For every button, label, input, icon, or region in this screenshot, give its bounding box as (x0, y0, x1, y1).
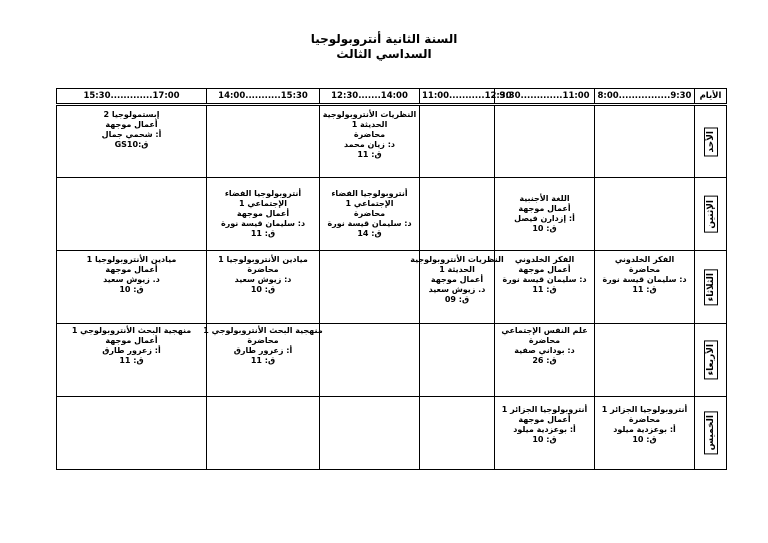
course-line: منهجية البحث الأنتروبولوجي 1 (71, 326, 192, 335)
course-line: محاضرة (247, 265, 279, 274)
slot-cell (595, 178, 695, 251)
slot-cell (207, 397, 320, 470)
day-label-wrap (697, 127, 724, 156)
time-slot-header: 9:30.............11:00 (495, 89, 595, 105)
course-entry (59, 251, 204, 295)
course-entry (209, 251, 317, 295)
course-line: محاضرة (353, 130, 386, 139)
slot-cell (320, 324, 420, 397)
course-line: علم النفس الإجتماعي (501, 326, 588, 335)
slot-cell (495, 324, 595, 397)
slot-cell (57, 324, 207, 397)
page-subtitle: السداسي الثالث (336, 47, 432, 61)
day-label-wrap (697, 411, 724, 454)
slot-cell (203, 324, 323, 397)
slot-cell (495, 397, 595, 470)
course-line: ق: 10 (632, 435, 657, 444)
course-line: أ: شحمي جمال (101, 130, 162, 139)
course-line: د: سليمان قيسة نورة (327, 219, 412, 228)
course-line: محاضرة (628, 265, 661, 274)
course-line: ق: 10 (532, 224, 557, 233)
course-line: أعمال موجهة (105, 265, 158, 274)
slot-cell (320, 178, 420, 251)
slot-cell (57, 397, 207, 470)
slot-cell (495, 178, 595, 251)
course-line: محاضرة (528, 336, 561, 345)
time-slot-header: 12:30.......14:00 (320, 89, 420, 105)
course-line: الفكر الخلدوني (614, 255, 675, 264)
course-line: د. زيوش سعيد (428, 285, 486, 294)
day-row (57, 105, 727, 178)
day-label: الأحد (704, 127, 718, 156)
course-line: ق: 11 (119, 356, 144, 365)
course-line: د: زيوش سعيد (234, 275, 292, 284)
course-line: أعمال موجهة (518, 415, 571, 424)
course-line: أنتروبولوجيا الجزائر 1 (601, 405, 688, 414)
course-line: د: سليمان قيسة نورة (220, 219, 306, 228)
day-cell (695, 178, 727, 251)
course-line: النظريات الأنتروبولوجية (322, 110, 417, 119)
day-label: الخميس (704, 411, 718, 454)
course-line: د. زيوش سعيد (103, 275, 160, 284)
course-line: ق: 09 (444, 295, 470, 304)
course-line: أنتروبولوجيا الجزائر 1 (501, 405, 588, 414)
course-line: ق: 11 (632, 285, 657, 294)
slot-cell (207, 178, 320, 251)
course-line: ق: 11 (250, 229, 276, 238)
slot-cell (207, 251, 320, 324)
day-cell (695, 105, 727, 178)
slot-cell (495, 105, 595, 178)
course-entry (597, 251, 692, 295)
course-line: أعمال موجهة (105, 336, 158, 345)
course-line: أ: زعرور طارق (102, 346, 161, 355)
page-header (0, 32, 768, 62)
slot-cell (320, 397, 420, 470)
course-line: ق: 10 (119, 285, 144, 294)
slot-cell (320, 105, 420, 178)
course-line: د: بوداني صفية (514, 346, 575, 355)
course-line: د: زيان محمد (343, 140, 396, 149)
slot-cell (595, 397, 695, 470)
slot-cell (595, 324, 695, 397)
course-line: محاضرة (628, 415, 661, 424)
day-cell (695, 397, 727, 470)
time-slot-header: 14:00...........15:30 (207, 89, 320, 105)
course-entry (59, 324, 204, 366)
course-line: ق: 14 (357, 229, 382, 238)
slot-cell (57, 178, 207, 251)
slot-cell (420, 178, 495, 251)
course-line: أ: زعرور طارق (233, 346, 293, 355)
course-entry (322, 106, 417, 160)
course-line: الإجتماعي 1 (238, 199, 288, 208)
day-label: الثلاثاء (704, 269, 718, 305)
day-cell (695, 324, 727, 397)
slot-cell (410, 251, 504, 324)
course-line: أنتروبولوجيا الفضاء (331, 189, 408, 198)
course-line: ميادين الأنتروبولوجيا 1 (86, 255, 177, 264)
course-line: ق: 26 (532, 356, 557, 365)
slot-cell (595, 105, 695, 178)
slot-cell (420, 324, 495, 397)
course-line: ق: 10 (250, 285, 276, 294)
course-line: أعمال موجهة (236, 209, 290, 218)
course-line: د: سليمان قيسة نورة (502, 275, 587, 284)
course-line: ق: 11 (250, 356, 276, 365)
slot-cell (595, 251, 695, 324)
course-line: منهجية البحث الأنتروبولوجي 1 (203, 326, 323, 335)
day-label-wrap (697, 269, 724, 305)
day-row (57, 251, 727, 324)
time-slot-header: 11:00...........12:30 (420, 89, 495, 105)
day-label-wrap (697, 196, 724, 233)
slot-cell (207, 105, 320, 178)
day-label-wrap (697, 340, 724, 379)
header-row (57, 89, 727, 105)
course-line: د: سليمان قيسة نورة (602, 275, 687, 284)
course-line: الإجتماعي 1 (345, 199, 394, 208)
days-header: الأيام (695, 89, 727, 105)
course-line: أ: إزدارن فيصل (514, 214, 575, 223)
course-line: أعمال موجهة (105, 120, 158, 129)
slot-cell (320, 251, 420, 324)
day-row (57, 397, 727, 470)
course-line: الفكر الخلدوني (514, 255, 575, 264)
time-slot-header: 8:00................9:30 (595, 89, 695, 105)
course-line: أ: بوعزدية ميلود (613, 425, 676, 434)
course-line: إبستمولوجيا 2 (103, 110, 160, 119)
course-line: ق: 11 (357, 150, 382, 159)
course-line: أعمال موجهة (430, 275, 484, 284)
course-line: أعمال موجهة (518, 265, 571, 274)
course-entry (322, 189, 417, 239)
slot-cell (57, 251, 207, 324)
course-line: ميادين الأنتروبولوجيا 1 (218, 255, 308, 264)
course-entry (209, 189, 317, 239)
page-title: السنة الثانية أنتروبولوجيا (310, 32, 458, 46)
course-line: أنتروبولوجيا الفضاء (224, 189, 302, 198)
course-line: الحديثة 1 (439, 265, 475, 274)
course-entry (497, 397, 592, 445)
day-row (57, 324, 727, 397)
timetable (56, 88, 727, 470)
course-entry (59, 106, 204, 150)
time-slot-header: 15:30.............17:00 (57, 89, 207, 105)
slot-cell (420, 105, 495, 178)
course-entry (203, 324, 323, 366)
slot-cell (495, 251, 595, 324)
course-line: ق: 10 (532, 435, 557, 444)
day-label: الأربعاء (704, 340, 718, 379)
course-line: محاضرة (353, 209, 386, 218)
course-entry (497, 194, 592, 234)
day-cell (695, 251, 727, 324)
course-entry (497, 251, 592, 295)
slot-cell (57, 105, 207, 178)
course-line: ق: 11 (532, 285, 557, 294)
course-line: ق:GS10 (114, 140, 149, 149)
course-line: الحديثة 1 (351, 120, 388, 129)
course-entry (497, 324, 592, 366)
course-entry (597, 397, 692, 445)
course-line: اللغة الأجنبية (519, 194, 570, 203)
slot-cell (420, 397, 495, 470)
day-label: الإثنين (704, 196, 718, 233)
course-line: أعمال موجهة (518, 204, 571, 213)
course-line: أ: بوعزدية ميلود (513, 425, 576, 434)
day-row (57, 178, 727, 251)
course-entry (410, 251, 504, 305)
course-line: محاضرة (247, 336, 279, 345)
course-line: النظريات الأنتروبولوجية (410, 255, 504, 264)
